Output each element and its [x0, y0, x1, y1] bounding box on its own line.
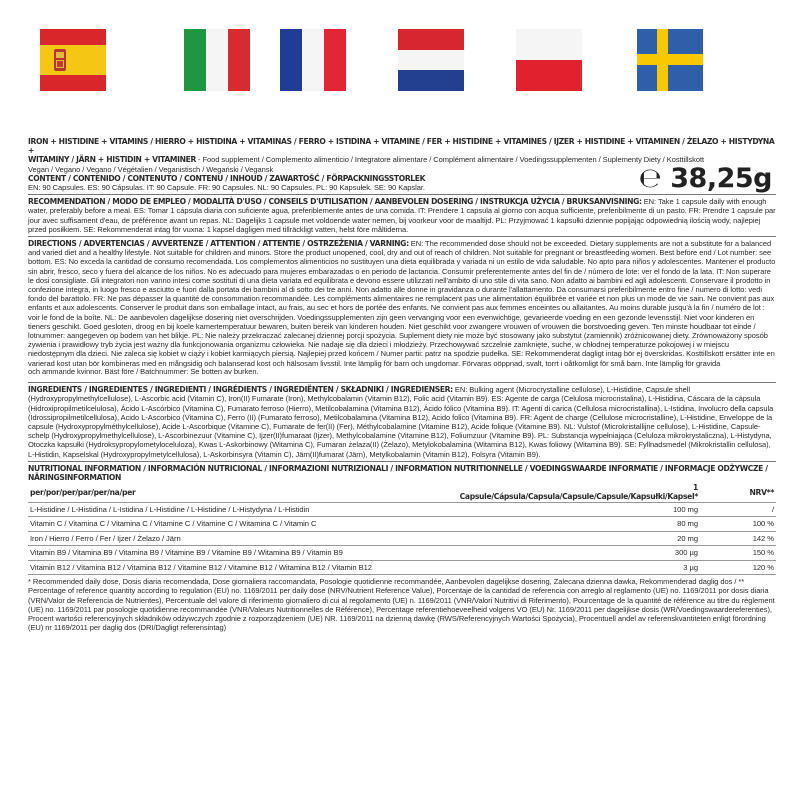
nutrient-amount: 100 mg	[458, 502, 700, 517]
nutrient-name: Vitamin B12 / Vitamina B12 / Vitamina B12 / Vitamine B12 / Vitamine B12 / Witamina B12 / Vitamin B12	[28, 560, 458, 575]
table-row	[28, 502, 776, 517]
directions-block: DIRECTIONS / ADVERTENCIAS / AVVERTENZE / ATTENTION / ATTENTIE / OSTRZEŻENIA / VARNING: EN: The recommended dose should not be exceeded. Dietary supplements are not a substitute for a balanced and varied diet and a healthy lifestyle. Not suitable for children and minors. Store the product unopened, cool, dry and out of reach of children. Not suitable for pregnant or breastfeeding women. Best before end / Lot number: see bottom. ES: No exceda la cantidad de consumo recomendada. Los complementos alimenticios no sustituyen una dieta equilibrada y variada ni un estilo de vida saludable. No apto para niños y adolescentes. Mantener el producto sin abrir, fresco, seco y fuera del alcance de los niños. No es adecuado para mujeres embarazadas o en periodo de lactancia. Consumir preferentemente antes del fin de / número de lote: ver el fondo de la lata. IT: Non superare le dosi consigliate. Gli integratori non vanno intesi come sostituti di una dieta variata ed equilibrata e devono essere utilizzati nell'ambito di uno stile di vita sano. Non adatto ai bambini ed agli adolescenti. Conservare il prodotto in confezione integra, in luogo fresco e asciutto e fuori dalla portata dei bambini al di sotto dei tre anni. Non adatto alle donne in gravidanza o durante l'allattamento. Da consumarsi preferibilmente entro fine / numero di lotto: vedi fondo del barattolo. FR: Ne pas dépasser la quantité de consommation recommandée. Les compléments alimentaires ne remplacent pas une alimentation équilibrée et variée et non plus un mode de vie sain. Ne convient pas aux enfants et aux adolescents. Conserver le produit dans son emballage intact, au frais, au sec et hors de portée des enfants. Ne convient pas aux femmes enceintes ou allaitantes. Au moins durable jusqu'à la fin / numéro de lot : voir le fond de la boîte. NL: De aanbevolen dagelijkse dosering niet overschrijden. Voedingssupplementen zijn geen vervanging voor een evenwichtige, gevarieerde voeding en een gezonde levensstijl. Niet voor kinderen en tieners geschikt. Goed gesloten, droog en bij koele kamertemperatuur bewaren, buiten bereik van kinderen houden. Niet geschikt voor zwangere vrouwen of vrouwen die borstvoeding geven. Ten minste houdbaar tot einde / lotnummer: aangegeven op bodem van het blikje. PL: Nie należy przekraczać zalecanej dziennej porcji spożycia. Suplement diety nie może być stosowany jako substytut (zamiennik) zróżnicowanej diety. Zrównoważony sposób żywienia i prawidłowy tryb życia jest ważny dla funkcjonowania organizmu człowieka. Nie nadaje się dla dzieci i młodzieży. Przechowywać szczelnie zamknięte, suche, w chłodnej temperaturze pokojowej i w miejscu niedostępnym dla dzieci. Nie zaleca się kobiet w ciąży i kobiet karmiących piersią. Najlepiej przed końcem / Numer partii: patrz na spodzie pudełka. SE: Rekommenderat dagligt intag bör ej överskridas. Kosttillskott ersätter inte en varierad kost utan bör kombineras med en mångsidig och balanserad kost och hälsosam livsstil. Inte lämplig för barn och ungdomar. Förvaras oöppnad, svalt, torrt i oåtkomligt för små barn. Inte lämplig för gravida	[28, 239, 776, 368]
nutrient-amount: 20 mg	[458, 531, 700, 546]
nutrient-nrv: /	[700, 502, 776, 517]
italy-flag	[184, 29, 250, 91]
nutrient-amount: 300 µg	[458, 546, 700, 561]
product-subtitle: WITAMINY / JÄRN + HISTIDIN + VITAMINER - Food supplement / Complemento alimenticio / Integratore alimentare / Complément alimentaire / Voedingssupplementen / Suplementy Diety / Kosttillskott	[28, 155, 705, 165]
product-title: IRON + HISTIDINE + VITAMINS / HIERRO + HISTIDINA + VITAMINAS / FERRO + ISTIDINA + VITAMINE / FER + HISTIDINE + VITAMINES / IJZER + HISTIDINE + VITAMINEN / ŻELAZO + HISTYDYNA +	[28, 137, 775, 156]
table-header-capsule: 1 Capsule/Cápsula/Capsula/Capsule/Capsule/Kapsułki/Kapsel*	[459, 483, 698, 502]
footnote: * Recommended daily dose, Dosis diaria recomendada, Dose giornaliera raccomandata, Posologie quotidienne recommandée, Aanbevolen dagelijkse dosering, Zalecana dzienna dawka, Rekommenderad daglig dos / ** Percentage of reference quantity according to regulation (EU) no. 1169/2011 per daily dose (NRV/Nutrient Reference Value), Porcentaje de la cantidad de referencia con arreglo al reglamento (UE) no. 1169/2011 por dosis diaria (VRN/Valor de Referencia de Nutrientes), Percentuale del valore di riferimento giornaliero di cui al regolamento (UE) n. 1169/2011 (VNR/Valori Nutritivi di Riferimento), Pourcentage de la quantité de référence au titre du règlement (UE) no. 1169/2011 par posologie quotidienne recommandée (VNR/Valeurs Nutritionnelles de Référence), Percentage referentiehoeveelheid volgens VO (EU) Nr. 1169/2011 per dagelijkse dosis (WR/Voedingswaardereferenties), Procent wartości referencyjnych składników odżywczych zgodnie z rozporządzeniem (UE) NR. 1169/2011 na dzienną dawkę (RWS/Referencyjnych Wartości Spożycia), Procentuell andel av referenskvantiteten enligt förordning (EU) nr 1169/2011 per daglig dos (DRI/Dagligt referensintag)	[28, 577, 775, 633]
table-header-row	[28, 483, 776, 502]
nutrient-amount: 80 mg	[458, 517, 700, 532]
nutrient-name: Iron / Hierro / Ferro / Fer / Ijzer / Żelazo / Järn	[28, 531, 458, 546]
product-label	[28, 137, 776, 632]
nutrient-name: Vitamin C / Vitamina C / Vitamina C / Vitamine C / Vitamine C / Witamina C / Vitamin C	[28, 517, 458, 532]
spain-flag	[40, 29, 106, 91]
nutrition-heading: NUTRITIONAL INFORMATION / INFORMACIÓN NUTRICIONAL / INFORMAZIONI NUTRIZIONALI / INFORMATION NUTRITIONNELLE / VOEDINGSWAARDE INFORMATIE / INFORMACJE ODŻYWCZE / NÄRINGSINFORMATION	[28, 463, 768, 483]
nutrient-nrv: 120 %	[700, 560, 776, 575]
nutrient-nrv: 142 %	[700, 531, 776, 546]
poland-flag	[516, 29, 582, 91]
table-row	[28, 546, 776, 561]
content-line: EN: 90 Capsules. ES: 90 Cápsulas. IT: 90 Capsule. FR: 90 Capsules. NL: 90 Capsules. PL: 90 Kapsułek. SE: 90 Kapslar.	[28, 183, 425, 193]
directions-tail: och ammande kvinnor. Bäst före / Batchnummer: Se botten av burken.	[28, 367, 259, 377]
content-heading: CONTENT / CONTENIDO / CONTENUTO / CONTENU / INHOUD / ZAWARTOŚĆ / FÖRPACKNINGSSTORLEK	[28, 173, 426, 183]
nutrient-nrv: 150 %	[700, 546, 776, 561]
vegan-line: Vegan / Vegano / Vegano / Végétalien / Veganistisch / Wegański / Vegansk	[28, 164, 274, 174]
nutrient-name: L-Histidine / L-Histidina / L-Istidina / L-Histidine / L-Histidine / L-Histydyna / L-Histidin	[28, 502, 458, 517]
nutrient-amount: 3 µg	[458, 560, 700, 575]
ingredients-block: INGREDIENTS / INGREDIENTES / INGREDIENTI / INGRÉDIENTS / INGREDIËNTEN / SKŁADNIKI / INGREDIENSER: EN: Bulking agent (Microcrystalline cellulose), L-Histidine, Capsule shell (Hydroxypropylmethylcellulose), L-Ascorbic acid (Vitamin C), Iron(II) Fumarate (Iron), Methylcobalamin (Vitamin B12), Folic acid (Vitamin B9). ES: Agente de carga (Celulosa microcristalina), L-Histidina, Cáscara de la cápsula (Hidroxipropilmetilcelulosa), Ácido L-Ascórbico (Vitamina C), Fumarato ferroso (Hierro), Metilcobalamina (Vitamina B12), Ácido fólico (Vitamina B9). IT: Agenti di carica (Cellulosa microcristallina), L-Istidina, Involucro della capsula (Idrossipropilmetilcellulosa), Acido L-Ascorbico (Vitamina C), Ferro (II) (Fumarato ferroso), Metilcobalamina (Vitamina B12), Acido folico (Vitamina B9). FR: Agent de charge (Cellulose microcristalline), L-Histidine, Enveloppe de la capsule (Hydroxypropylméthylcellulose), Acide L-Ascorbique (Vitamine C), Fumarate de fer(II) (Fer), Méthylcobalamine (Vitamine B12), Acide folique (Vitamine B9). NL: Vulstof (Microkristallijne cellulose), L-Histidine, Capsule-schelp (Hydroxypropylmethylcellulose), L-Ascorbinezuur (Vitamine C), Ijzer(II)fumaraat (Ijzer), Methylcobalamine (Vitamine B12), Foliumzuur (Vitamine B9). PL: Substancja wypełniająca (Celuloza mikrokrystaliczna), L-Histydyna, Otoczka kapsułki (Hydroksypropylometylocelulozа), Kwas L-Askorbinowy (Witamina C), Fumaran żelaza(II) (Żelazo), Metylokobalamina (Witamina B12), Kwas foliowy (Witamina B9). SE: Fyllnadsmedel (Mikrokristallin cellulosa), L-Histidin, Kapselskal (Hydroxypropylmetylcellulosa), L-Askorbinsyra (Vitamin C), Järn(II)fumarat (Järn), Metylkobalamin (Vitamin B12), Folsyra (Vitamin B9).	[28, 385, 774, 459]
nutrition-table	[28, 483, 776, 575]
net-weight: ℮ 38,25g	[638, 163, 772, 194]
table-row	[28, 560, 776, 575]
flag-row	[0, 29, 800, 91]
sweden-flag	[637, 29, 703, 91]
table-header-per: per/por/per/par/per/na/per	[28, 483, 458, 502]
recommendation-block: RECOMMENDATION / MODO DE EMPLEO / MODALITÀ D'USO / CONSEILS D'UTILISATION / AANBEVOLEN DOSERING / INSTRUKCJA UŻYCIA / BRUKSANVISNING: EN: Take 1 capsule daily with enough water, preferably before a meal. ES: Tomar 1 cápsula diaria con suficiente agua, preferiblemente antes de una comida. IT: Prendere 1 capsula al giorno con acqua sufficiente, preferibilmente di un pasto. FR: Prendre 1 capsule par jour avec suffisament d'eau, de préférence avant un repas. NL: Dagelijks 1 capsule met voldoende water nemen, bij voorkeur voor de maaltijd. PL: Przyjmować 1 kapsułki dziennie popijając odpowiednią ilością wody, najlepiej przed posiłkiem. SE: Rekommenderat intag för vuxna: 1 kapsel dagligen med tillräckligt vatten, helst före måltiderna.	[28, 197, 776, 234]
nutrient-name: Vitamin B9 / Vitamina B9 / Vitamina B9 / Vitamine B9 / Vitamine B9 / Witamina B9 / Vitamin B9	[28, 546, 458, 561]
netherlands-flag	[398, 29, 464, 91]
table-header-nrv: NRV**	[700, 483, 776, 502]
table-row	[28, 517, 776, 532]
nutrient-nrv: 100 %	[700, 517, 776, 532]
table-row	[28, 531, 776, 546]
spain-coat-of-arms-icon	[54, 49, 66, 71]
france-flag	[280, 29, 346, 91]
